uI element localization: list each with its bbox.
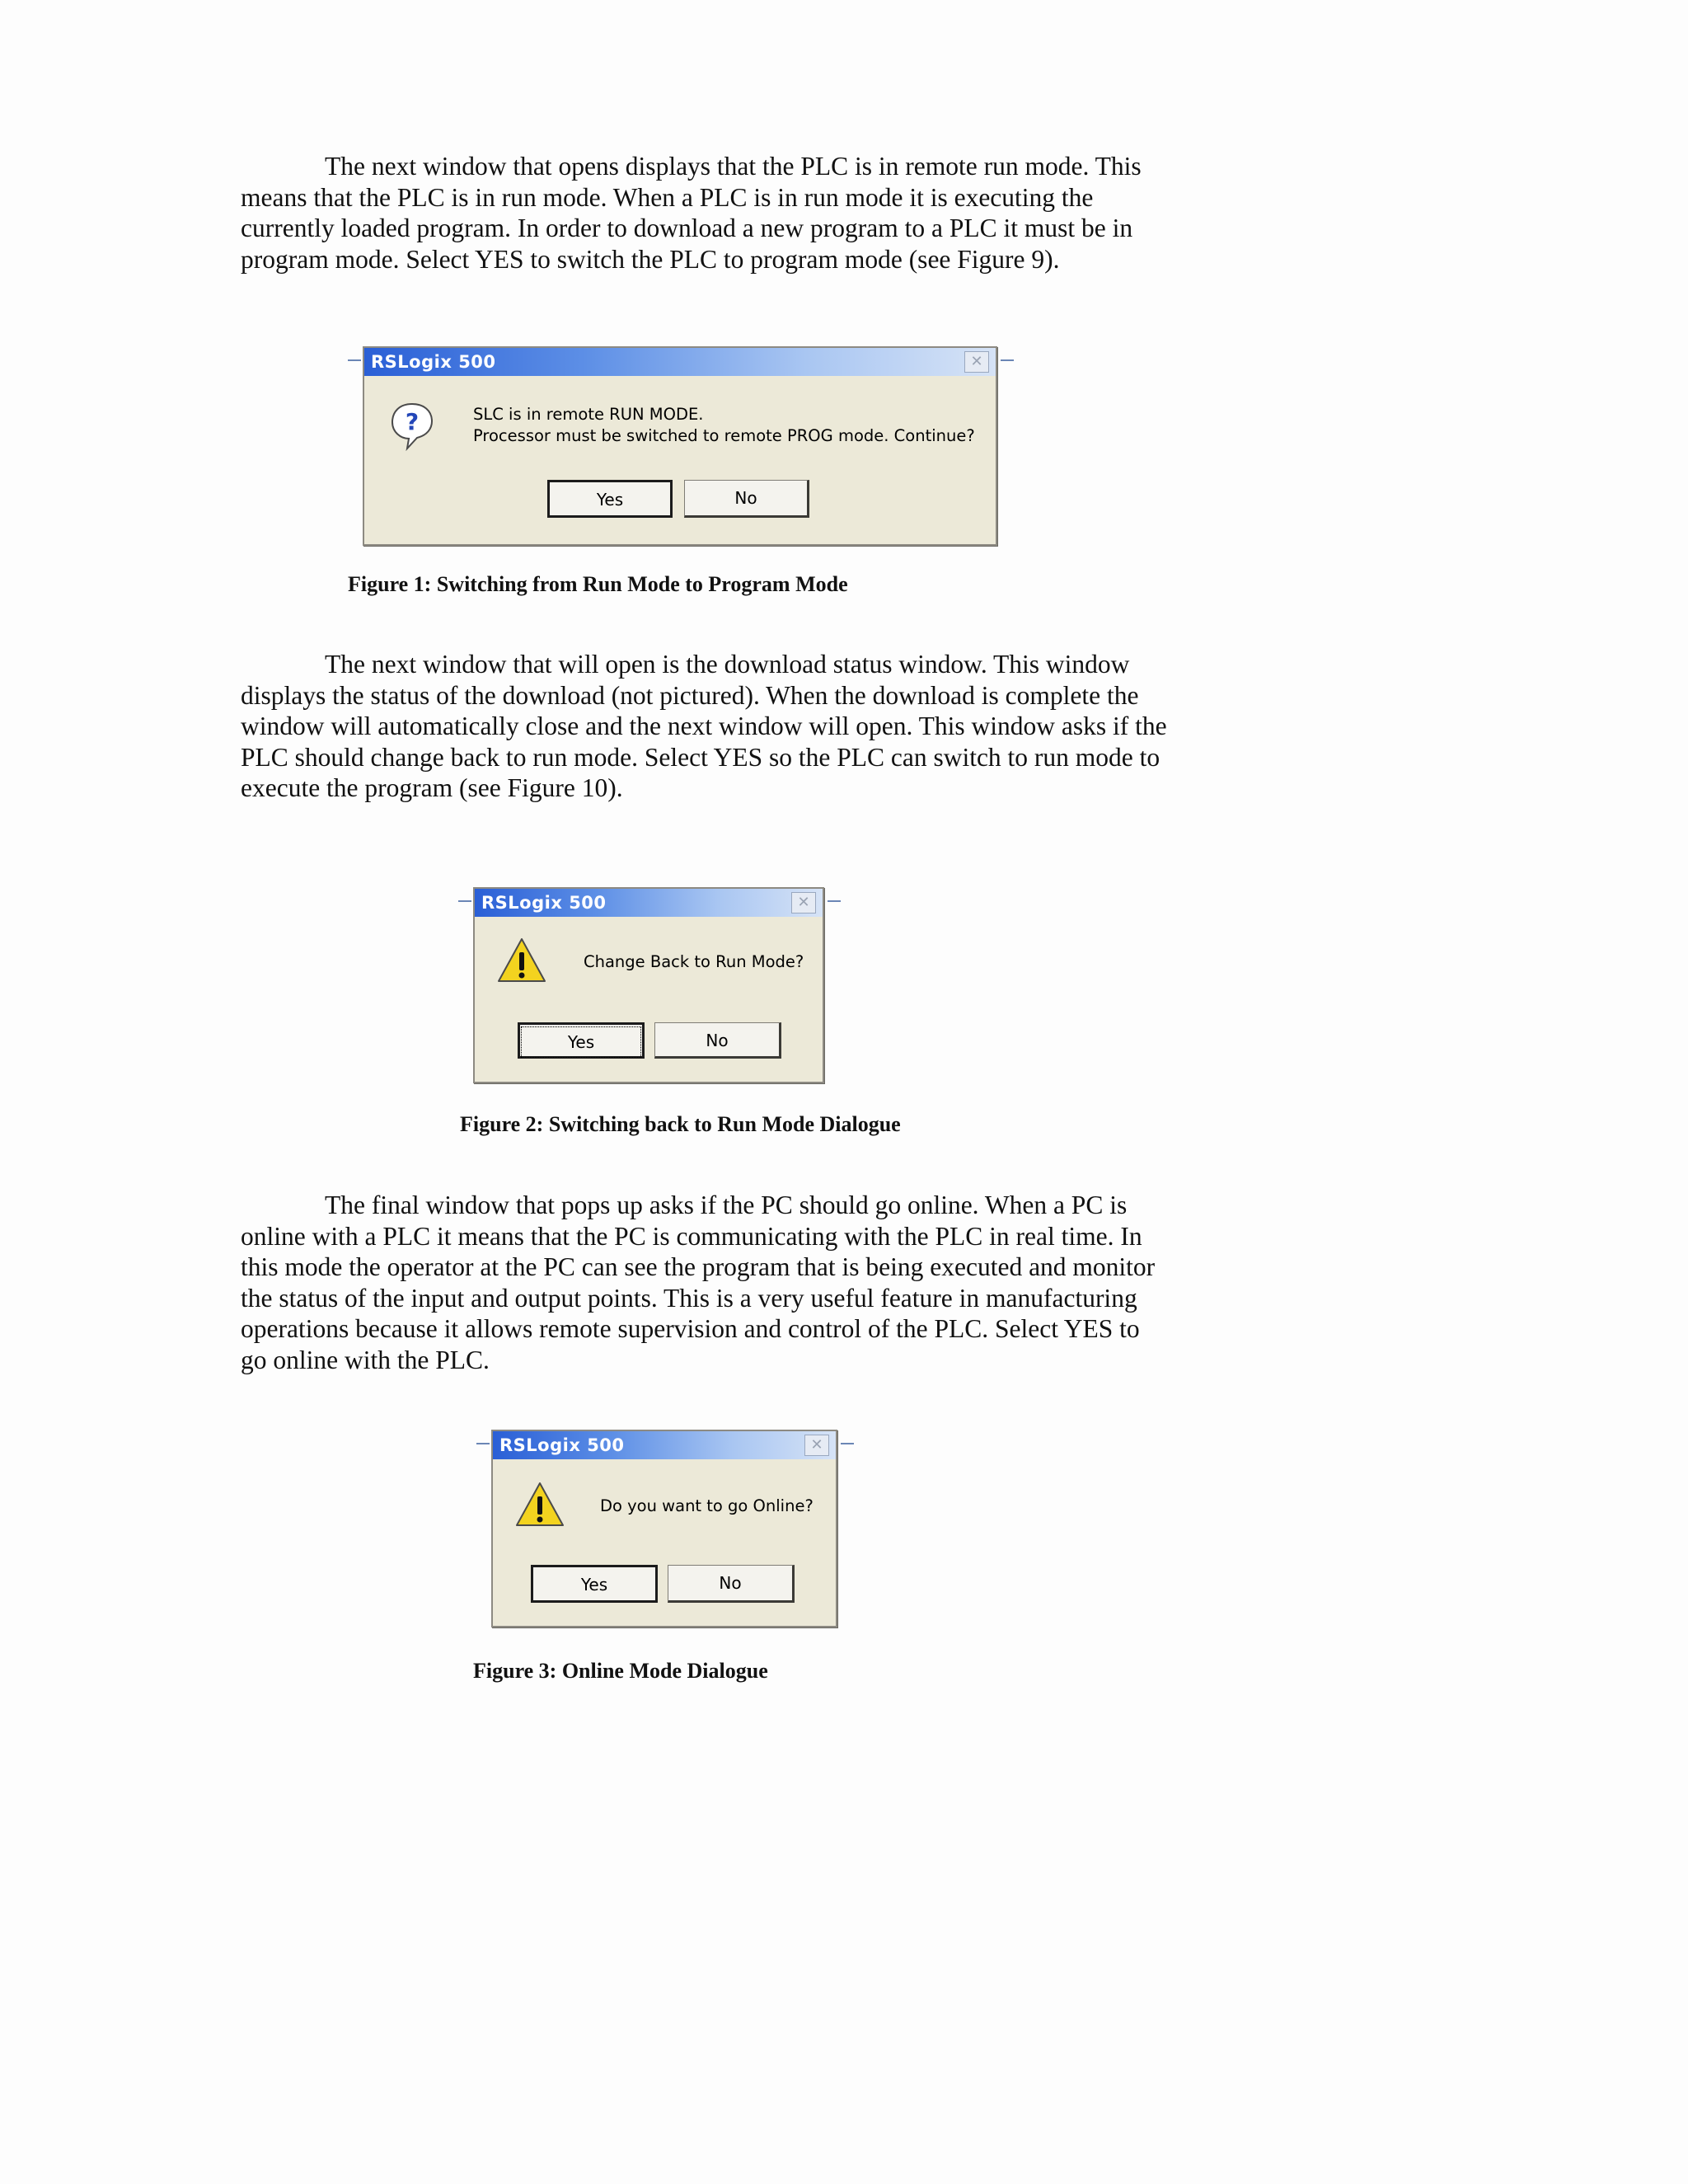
no-button[interactable] [684, 480, 809, 518]
message-line: Do you want to go Online? [600, 1496, 814, 1515]
button-label: No [719, 1573, 742, 1593]
paragraph-line: online with a PLC it means that the PC is communicating with the PLC in real time. In [241, 1221, 1142, 1251]
message-line: SLC is in remote RUN MODE. [473, 405, 704, 424]
close-icon[interactable]: ✕ [791, 892, 816, 914]
dialog-change-back-run [473, 887, 824, 1083]
decorative-tick [458, 900, 471, 902]
button-label: No [706, 1031, 729, 1050]
decorative-tick [476, 1443, 490, 1444]
dialog-titlebar[interactable] [493, 1431, 836, 1459]
paragraph-3 [241, 1190, 1213, 1375]
paragraph-line: The final window that pops up asks if the PC should go online. When a PC is [325, 1191, 1128, 1219]
paragraph-line: go online with the PLC. [241, 1345, 490, 1374]
question-icon [389, 401, 435, 452]
no-button[interactable] [654, 1022, 781, 1059]
dialog-run-to-prog [363, 346, 997, 546]
decorative-tick [348, 359, 361, 361]
dialog-titlebar[interactable] [364, 348, 996, 376]
paragraph-line: displays the status of the download (not pictured). When the download is complete the [241, 680, 1139, 710]
button-label: Yes [596, 490, 624, 510]
message-line: Processor must be switched to remote PROG mode. Continue? [473, 426, 975, 445]
yes-button[interactable] [518, 1022, 645, 1059]
warning-icon [496, 937, 547, 984]
paragraph-line: window will automatically close and the next window will open. This window asks if the [241, 712, 1167, 740]
paragraph-line: the status of the input and output points. This is a very useful feature in manufacturing [241, 1283, 1137, 1313]
dialog-message [584, 951, 804, 973]
figure-caption: Figure 2: Switching back to Run Mode Dialogue [460, 1112, 901, 1136]
paragraph-1 [241, 151, 1213, 275]
svg-text:?: ? [405, 408, 420, 435]
paragraph-line: PLC should change back to run mode. Select YES so the PLC can switch to run mode to [241, 742, 1160, 772]
no-button[interactable] [668, 1565, 795, 1603]
message-line: Change Back to Run Mode? [584, 952, 804, 971]
close-icon[interactable]: ✕ [804, 1435, 829, 1456]
decorative-tick [841, 1443, 854, 1444]
dialog-message [600, 1496, 814, 1517]
decorative-tick [828, 900, 841, 902]
decorative-tick [1001, 359, 1014, 361]
yes-button[interactable] [547, 480, 673, 518]
dialog-title: RSLogix 500 [371, 352, 496, 372]
warning-icon [514, 1481, 565, 1529]
paragraph-line: this mode the operator at the PC can see the program that is being executed and monitor [241, 1252, 1156, 1281]
yes-button[interactable] [531, 1565, 658, 1603]
paragraph-2 [241, 649, 1213, 804]
close-icon[interactable]: ✕ [964, 351, 989, 373]
paragraph-line: execute the program (see Figure 10). [241, 773, 623, 802]
paragraph-line: program mode. Select YES to switch the PLC to program mode (see Figure 9). [241, 244, 1060, 274]
figure-caption: Figure 3: Online Mode Dialogue [473, 1659, 768, 1683]
dialog-message [473, 404, 975, 447]
button-label: Yes [580, 1575, 608, 1595]
dialog-titlebar[interactable] [475, 889, 823, 917]
dialog-title: RSLogix 500 [499, 1435, 625, 1455]
button-label: Yes [527, 1032, 635, 1052]
paragraph-line: The next window that opens displays that the PLC is in remote run mode. This [325, 152, 1142, 181]
dialog-title: RSLogix 500 [481, 893, 607, 913]
paragraph-line: The next window that will open is the download status window. This window [325, 650, 1130, 679]
paragraph-line: currently loaded program. In order to download a new program to a PLC it must be in [241, 214, 1133, 242]
button-label: No [734, 488, 757, 508]
paragraph-line: operations because it allows remote supervision and control of the PLC. Select YES to [241, 1314, 1140, 1343]
paragraph-line: means that the PLC is in run mode. When a PLC is in run mode it is executing the [241, 182, 1094, 212]
dialog-go-online [491, 1430, 837, 1627]
figure-caption: Figure 1: Switching from Run Mode to Program Mode [348, 572, 848, 596]
